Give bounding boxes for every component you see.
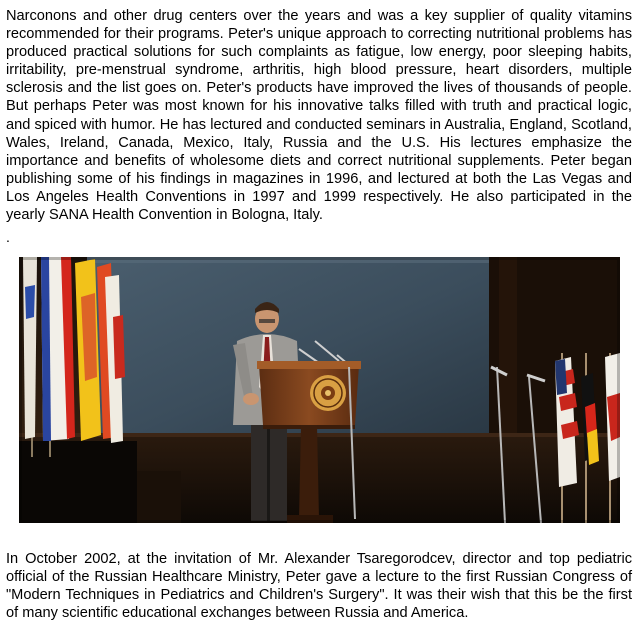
lecture-photo (19, 257, 620, 523)
separator-dot: . (6, 229, 10, 245)
paragraph-russia-lecture: In October 2002, at the invitation of Mr. Alexander Tsaregorodcev, director and top pediatric official of the Russian Healthcare Ministry, Peter gave a lecture to the first Russian Congress of "Modern Techniques in Pediatrics and Children's Surgery". It was their wish that this be the first of many scientific educational exchanges between Russia and America. (6, 551, 632, 622)
paragraph-intro: Narconons and other drug centers over the years and was a key supplier of quality vitamins recommended for their programs. Peter's unique approach to correcting nutritional problems has produced practical solutions for such complaints as fatigue, low energy, poor sleeping habits, irritability, pre-menstrual syndrome, arthritis, high blood pressure, heart disorders, multiple sclerosis and the list goes on. Peter's products have improved the lives of thousands of people. But perhaps Peter was most known for his innovative talks filled with truth and practical logic, and spiced with humor. He has lectured and conducted seminars in Australia, England, Scotland, Wales, Ireland, Canada, Mexico, Italy, Russia and the U.S. His lectures emphasize the importance and benefits of wholesome diets and correct nutritional supplements. Peter began publishing some of his findings in magazines in 1996, and lectured at both the Las Vegas and Los Angeles Health Conventions in 1997 and 1999 respectively. He also participated in the yearly SANA Health Convention in Bologna, Italy. (6, 8, 632, 224)
stage-speaker-box (19, 441, 137, 523)
